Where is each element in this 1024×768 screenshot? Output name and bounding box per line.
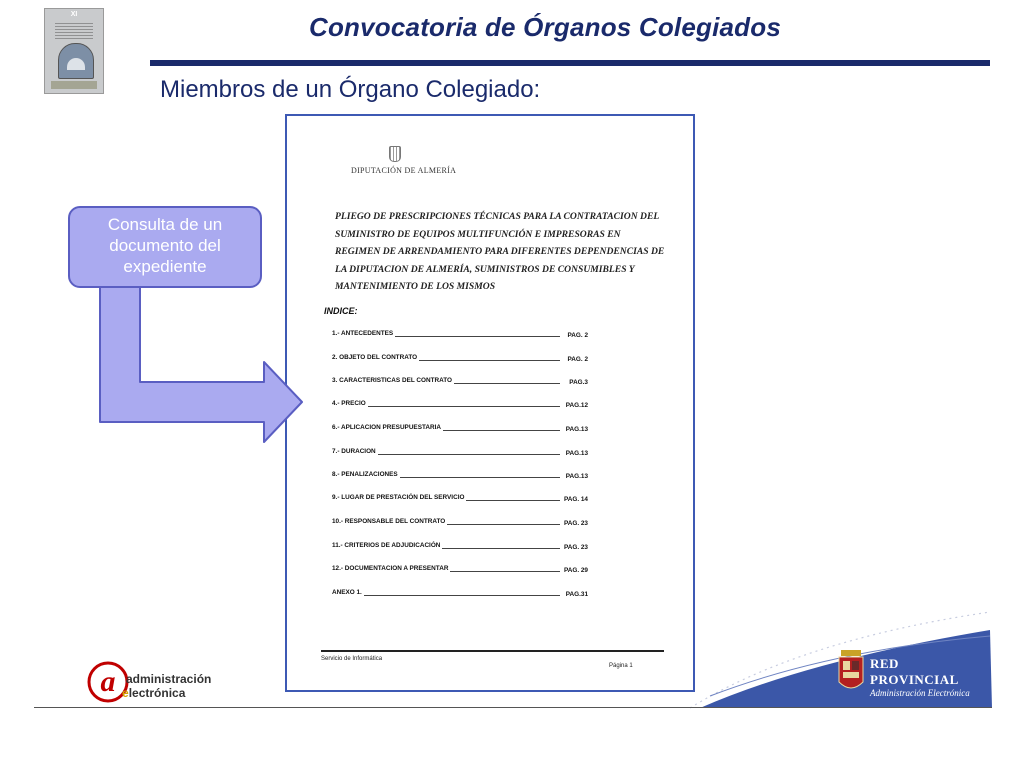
heading-line: REGIMEN DE ARRENDAMIENTO PARA DIFERENTES DEPENDENCIAS DE	[335, 246, 665, 257]
red-provincial-title: RED	[870, 656, 899, 671]
red-provincial-title: PROVINCIAL	[870, 672, 959, 687]
toc-title: 3. CARACTERISTICAS DEL CONTRATO	[332, 377, 453, 384]
index-label: INDICE:	[324, 306, 358, 316]
toc-title: 8.- PENALIZACIONES	[332, 471, 398, 478]
toc-title: 1.- ANTECEDENTES	[332, 330, 394, 337]
toc-title: 11.- CRITERIOS DE ADJUDICACIÓN	[332, 542, 441, 549]
toc-page: PAG. 23	[563, 544, 588, 551]
toc-page: PAG.13	[565, 426, 588, 433]
toc-page: PAG. 14	[563, 496, 588, 503]
toc-title: ANEXO 1.	[332, 589, 362, 596]
ae-logo-initial: e	[122, 686, 129, 700]
toc-title: 12.- DOCUMENTACION A PRESENTAR	[332, 565, 449, 572]
toc-page: PAG.12	[565, 402, 588, 409]
heading-line: LA DIPUTACION DE ALMERÍA, SUMINISTROS DE CONSUMIBLES Y	[335, 263, 635, 275]
toc-title: 9.- LUGAR DE PRESTACIÓN DEL SERVICIO	[332, 494, 465, 501]
document-page-number: Página 1	[609, 663, 633, 669]
toc-page: PAG. 2	[567, 332, 588, 339]
toc-page: PAG.13	[565, 450, 588, 457]
svg-text:a: a	[100, 665, 116, 698]
poster-label: XI	[70, 11, 78, 18]
callout-box: Consulta de un documento del expediente	[68, 206, 262, 288]
toc-page: PAG.13	[565, 473, 588, 480]
toc-page: PAG. 29	[563, 567, 588, 574]
heading-line: SUMINISTRO DE EQUIPOS MULTIFUNCIÓN E IMPRESORAS EN	[335, 228, 621, 240]
toc-title: 4.- PRECIO	[332, 400, 366, 407]
toc-page: PAG.3	[569, 379, 588, 386]
toc-title: 7.- DURACION	[332, 448, 376, 455]
document-organization: DIPUTACIÓN DE ALMERÍA	[351, 166, 457, 175]
red-provincial-subtitle: Administración Electrónica	[870, 688, 970, 698]
toc-title: 10.- RESPONSABLE DEL CONTRATO	[332, 518, 446, 525]
heading-line: PLIEGO DE PRESCRIPCIONES TÉCNICAS PARA LA CONTRATACION DEL	[335, 211, 660, 222]
ae-logo-text: administración	[126, 672, 212, 686]
toc-page: PAG. 2	[567, 356, 588, 363]
slide-subtitle: Miembros de un Órgano Colegiado:	[160, 76, 541, 103]
toc-page: PAG.31	[565, 591, 588, 598]
toc-title: 6.- APLICACION PRESUPUESTARIA	[332, 424, 442, 431]
ae-logo-rest: lectrónica	[128, 686, 186, 700]
heading-line: MANTENIMIENTO DE LOS MISMOS	[335, 281, 496, 292]
toc-title: 2. OBJETO DEL CONTRATO	[332, 354, 418, 361]
toc-page: PAG. 23	[563, 520, 588, 527]
document-footer-department: Servicio de Informática	[321, 656, 383, 662]
slide-title: Convocatoria de Órganos Colegiados	[309, 12, 781, 42]
arrow-shape	[100, 286, 302, 442]
